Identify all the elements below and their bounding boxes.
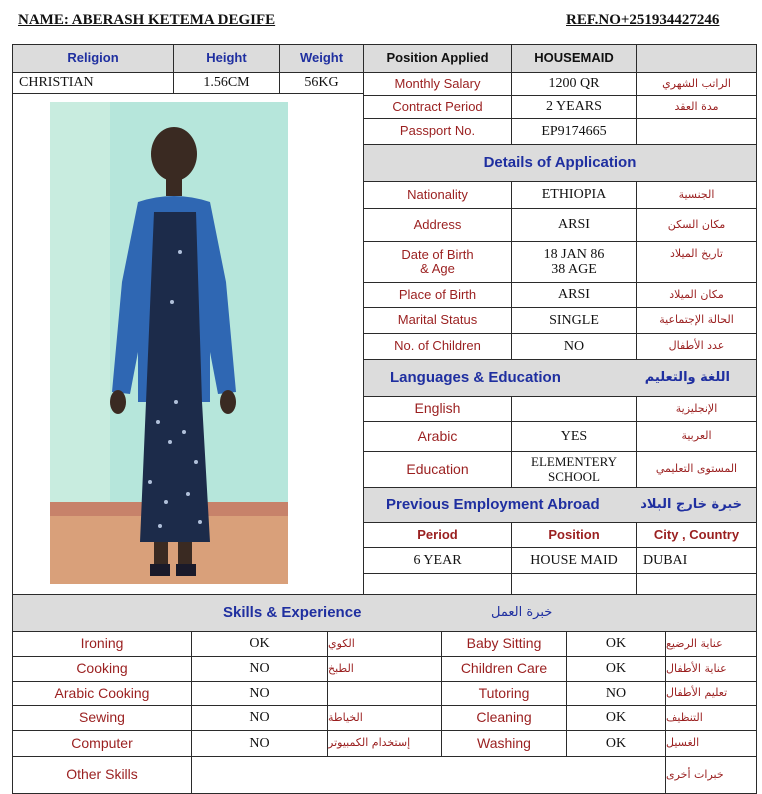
skill-children-care-arabic: عناية الأطفال <box>665 656 757 682</box>
city-country-value: DUBAI <box>636 547 757 574</box>
dob-arabic: تاريخ الميلاد <box>636 241 757 283</box>
languages-title: Languages & Education <box>390 368 561 386</box>
english-arabic: الإنجليزية <box>636 396 757 422</box>
details-title: Details of Application <box>363 144 757 182</box>
skill-ironing-value: OK <box>191 631 328 657</box>
skills-title: Skills & Experience <box>223 603 362 621</box>
children-arabic: عدد الأطفال <box>636 333 757 360</box>
skill-computer-value: NO <box>191 730 328 757</box>
skill-washing-arabic: الغسيل <box>665 730 757 757</box>
position-applied-value: HOUSEMAID <box>511 44 637 73</box>
arabic-value: YES <box>511 421 637 452</box>
height-header: Height <box>173 44 280 73</box>
education-label: Education <box>363 451 512 488</box>
languages-title-bar <box>363 359 757 397</box>
employment-title: Previous Employment Abroad <box>386 495 600 513</box>
employment-title-bar <box>363 487 757 523</box>
skill-arabic-cooking-arabic <box>327 681 442 706</box>
address-arabic: مكان السكن <box>636 208 757 242</box>
emp-blank-2 <box>511 573 637 595</box>
weight-header: Weight <box>279 44 364 73</box>
education-value <box>511 451 637 488</box>
passport-blank <box>636 118 757 145</box>
dob-value <box>511 241 637 283</box>
skills-title-arabic: خبرة العمل <box>491 604 553 620</box>
address-label: Address <box>363 208 512 242</box>
place-of-birth-value: ARSI <box>511 282 637 308</box>
dob-date: 18 JAN 86 <box>543 246 605 262</box>
emp-blank-3 <box>636 573 757 595</box>
skill-sewing-arabic: الخياطة <box>327 705 442 731</box>
other-skills-value <box>191 756 666 794</box>
skill-baby-sitting-label: Baby Sitting <box>441 631 567 657</box>
skill-tutoring-value: NO <box>566 681 666 706</box>
place-of-birth-arabic: مكان الميلاد <box>636 282 757 308</box>
skill-sewing-label: Sewing <box>12 705 192 731</box>
skill-baby-sitting-arabic: عناية الرضيع <box>665 631 757 657</box>
person-icon <box>50 102 288 584</box>
candidate-photo <box>50 102 288 584</box>
dob-age: 38 AGE <box>551 262 597 277</box>
arabic-label: Arabic <box>363 421 512 452</box>
emp-position-value: HOUSE MAID <box>511 547 637 574</box>
children-label: No. of Children <box>363 333 512 360</box>
period-value: 6 YEAR <box>363 547 512 574</box>
reference-number: REF.NO+251934427246 <box>566 12 720 28</box>
monthly-salary-value: 1200 QR <box>511 72 637 96</box>
emp-blank-1 <box>363 573 512 595</box>
religion-value: CHRISTIAN <box>12 72 174 94</box>
employment-title-arabic: خبرة خارج البلاد <box>640 496 742 512</box>
period-header: Period <box>363 522 512 548</box>
candidate-name: NAME: ABERASH KETEMA DEGIFE <box>18 12 276 28</box>
passport-value: EP9174665 <box>511 118 637 145</box>
contract-period-arabic: مدة العقد <box>636 95 757 119</box>
education-arabic: المستوى التعليمي <box>636 451 757 488</box>
skill-cooking-value: NO <box>191 656 328 682</box>
skill-washing-label: Washing <box>441 730 567 757</box>
marital-status-arabic: الحالة الإجتماعية <box>636 307 757 334</box>
monthly-salary-label: Monthly Salary <box>363 72 512 96</box>
skill-washing-value: OK <box>566 730 666 757</box>
monthly-salary-arabic: الراتب الشهري <box>636 72 757 96</box>
contract-period-value: 2 YEARS <box>511 95 637 119</box>
weight-value: 56KG <box>279 72 364 94</box>
skill-cleaning-value: OK <box>566 705 666 731</box>
address-value: ARSI <box>511 208 637 242</box>
dob-label-line2: & Age <box>420 261 455 276</box>
contract-period-label: Contract Period <box>363 95 512 119</box>
english-label: English <box>363 396 512 422</box>
other-skills-label: Other Skills <box>12 756 192 794</box>
english-value <box>511 396 637 422</box>
children-value: NO <box>511 333 637 360</box>
height-value: 1.56CM <box>173 72 280 94</box>
dob-label <box>363 241 512 283</box>
nationality-arabic: الجنسية <box>636 181 757 209</box>
religion-header: Religion <box>12 44 174 73</box>
dob-label-line1: Date of Birth <box>401 246 474 262</box>
languages-title-arabic: اللغة والتعليم <box>644 369 730 385</box>
marital-status-label: Marital Status <box>363 307 512 334</box>
passport-label: Passport No. <box>363 118 512 145</box>
other-skills-arabic: خبرات أخرى <box>665 756 757 794</box>
skill-children-care-value: OK <box>566 656 666 682</box>
skill-arabic-cooking-label: Arabic Cooking <box>12 681 192 706</box>
skill-arabic-cooking-value: NO <box>191 681 328 706</box>
nationality-label: Nationality <box>363 181 512 209</box>
position-applied-blank <box>636 44 757 73</box>
position-applied-label: Position Applied <box>363 44 512 73</box>
skill-computer-arabic: إستخدام الكمبيوتر <box>327 730 442 757</box>
skill-tutoring-label: Tutoring <box>441 681 567 706</box>
education-value-line2: SCHOOL <box>547 468 600 484</box>
skill-tutoring-arabic: تعليم الأطفال <box>665 681 757 706</box>
skill-baby-sitting-value: OK <box>566 631 666 657</box>
education-value-line1: ELEMENTERY <box>531 454 617 470</box>
skill-ironing-label: Ironing <box>12 631 192 657</box>
marital-status-value: SINGLE <box>511 307 637 334</box>
skill-children-care-label: Children Care <box>441 656 567 682</box>
city-country-header: City , Country <box>636 522 757 548</box>
nationality-value: ETHIOPIA <box>511 181 637 209</box>
place-of-birth-label: Place of Birth <box>363 282 512 308</box>
skill-cleaning-arabic: التنظيف <box>665 705 757 731</box>
skills-title-bar <box>12 594 757 632</box>
skill-cleaning-label: Cleaning <box>441 705 567 731</box>
skill-cooking-label: Cooking <box>12 656 192 682</box>
skill-computer-label: Computer <box>12 730 192 757</box>
skill-cooking-arabic: الطبخ <box>327 656 442 682</box>
skill-sewing-value: NO <box>191 705 328 731</box>
emp-position-header: Position <box>511 522 637 548</box>
skill-ironing-arabic: الكوي <box>327 631 442 657</box>
arabic-arabic: العربية <box>636 421 757 452</box>
